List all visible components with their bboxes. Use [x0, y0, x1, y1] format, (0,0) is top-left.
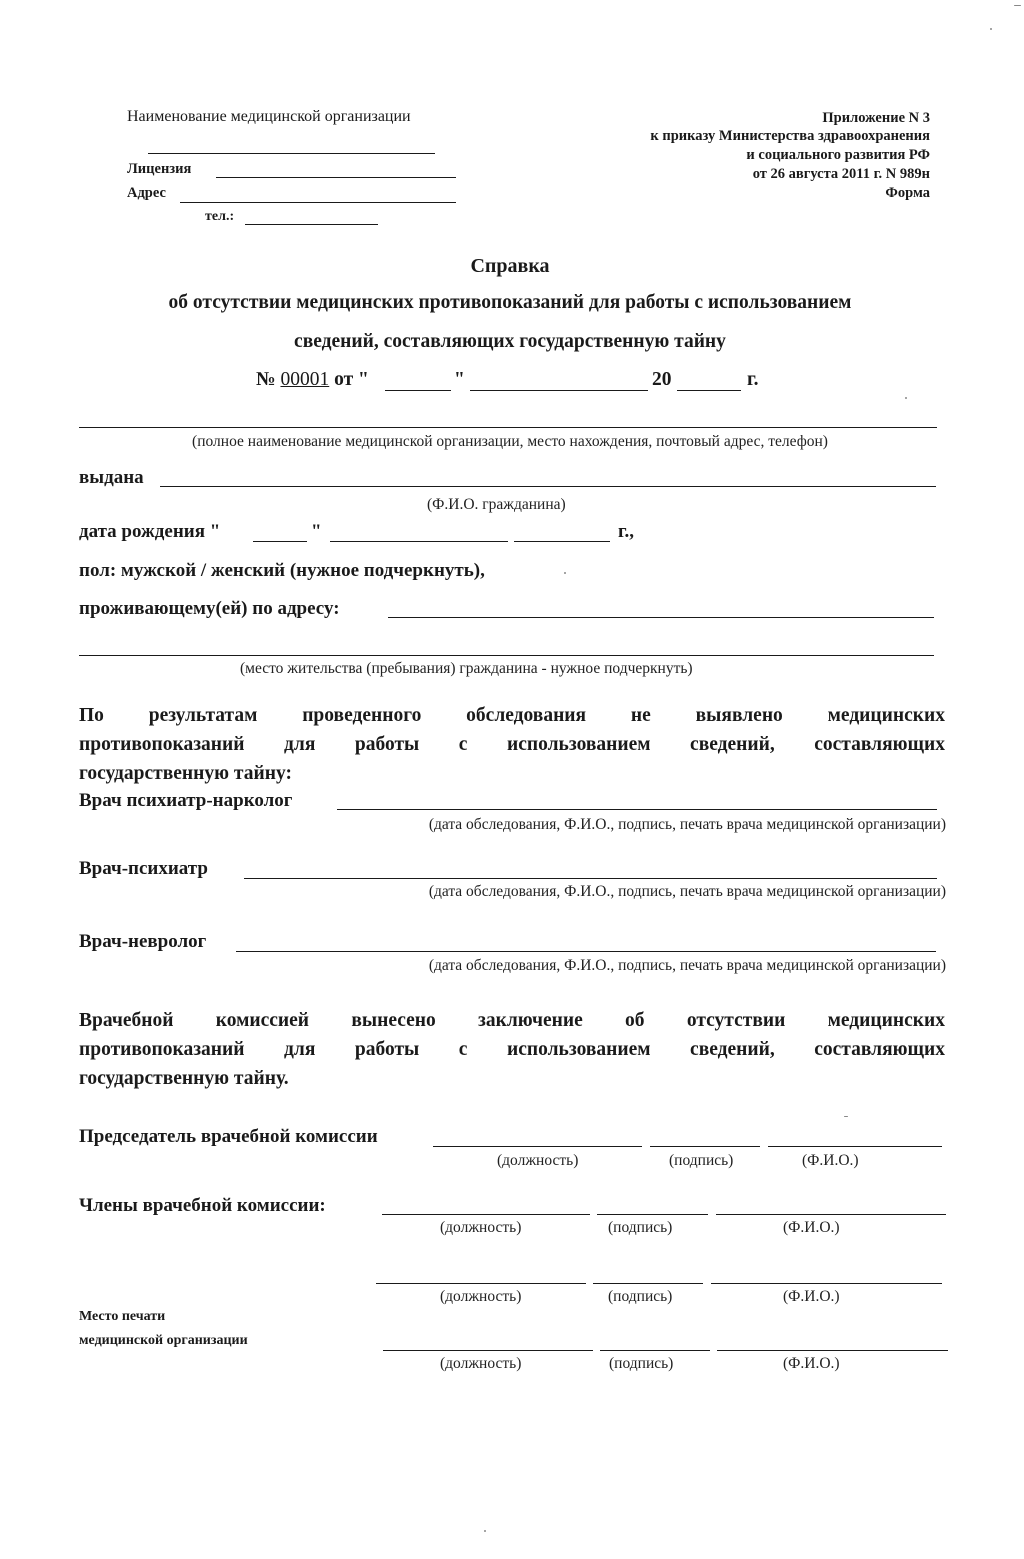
phone-line[interactable] [245, 224, 378, 225]
stamp-label-2: медицинской организации [79, 1333, 248, 1348]
member-1-position-line[interactable] [382, 1214, 590, 1215]
member-1-name-caption: (Ф.И.О.) [783, 1219, 840, 1236]
doctor-neurologist-caption: (дата обследования, Ф.И.О., подпись, печать врача медицинской организации) [428, 957, 946, 974]
member-3-name-line[interactable] [717, 1350, 948, 1351]
chairman-name-line[interactable] [768, 1146, 942, 1147]
year-prefix: 20 [652, 369, 672, 390]
member-2-signature-caption: (подпись) [608, 1288, 673, 1305]
chairman-name-caption: (Ф.И.О.) [802, 1152, 859, 1169]
birth-month-line[interactable] [330, 541, 508, 542]
member-3-signature-caption: (подпись) [609, 1355, 674, 1372]
member-2-name-line[interactable] [711, 1283, 942, 1284]
document-subtitle-2: сведений, составляющих государственную тайну [294, 331, 726, 352]
commission-line-3: государственную тайну. [79, 1068, 289, 1089]
year-line[interactable] [677, 390, 741, 391]
doctor-psychiatrist-caption: (дата обследования, Ф.И.О., подпись, печать врача медицинской организации) [428, 883, 946, 900]
address-line[interactable] [180, 202, 456, 203]
annex-line-3: и социального развития РФ [746, 147, 930, 163]
birth-label: дата рождения " [79, 521, 221, 542]
birth-year-line[interactable] [514, 541, 610, 542]
medical-org-caption: (полное наименование медицинской организации, место нахождения, почтовый адрес, телефон) [192, 433, 828, 450]
doctor-narcologist-label: Врач психиатр-нарколог [79, 790, 293, 811]
annex-line-5: Форма [885, 185, 930, 201]
org-name-line[interactable] [148, 153, 435, 154]
doctor-psychiatrist-label: Врач-психиатр [79, 858, 208, 879]
number-from: от " [334, 369, 369, 390]
member-2-signature-line[interactable] [593, 1283, 703, 1284]
number-line [256, 369, 369, 391]
chairman-position-line[interactable] [433, 1146, 642, 1147]
scan-speck [484, 1530, 486, 1532]
members-label: Члены врачебной комиссии: [79, 1195, 326, 1216]
gender-line: пол: мужской / женский (нужное подчеркнуть), [79, 560, 485, 581]
phone-label: тел.: [205, 209, 235, 224]
member-3-position-line[interactable] [383, 1350, 593, 1351]
year-suffix: г. [747, 369, 759, 390]
member-1-position-caption: (должность) [440, 1219, 522, 1236]
residence-label: проживающему(ей) по адресу: [79, 598, 340, 619]
annex-line-4: от 26 августа 2011 г. N 989н [752, 166, 930, 182]
license-label: Лицензия [127, 161, 192, 177]
member-1-signature-line[interactable] [597, 1214, 708, 1215]
member-3-position-caption: (должность) [440, 1355, 522, 1372]
residence-line-1[interactable] [388, 617, 934, 618]
doctor-narcologist-caption: (дата обследования, Ф.И.О., подпись, печать врача медицинской организации) [428, 816, 946, 833]
scan-speck [844, 1116, 848, 1117]
commission-paragraph [79, 1006, 945, 1093]
month-line[interactable] [470, 390, 648, 391]
birth-day-line[interactable] [253, 541, 307, 542]
org-name-label: Наименование медицинской организации [127, 108, 411, 125]
scan-speck [990, 28, 992, 30]
doctor-narcologist-line[interactable] [337, 809, 937, 810]
doctor-neurologist-label: Врач-невролог [79, 931, 207, 952]
issued-label: выдана [79, 467, 144, 488]
issued-caption: (Ф.И.О. гражданина) [427, 496, 566, 513]
commission-line-1: Врачебной комиссией вынесено заключение об отсутствии медицинских [79, 1010, 945, 1031]
residence-line-2[interactable] [79, 655, 934, 656]
day-line[interactable] [385, 390, 451, 391]
results-line-3: государственную тайну: [79, 763, 292, 784]
stamp-label-1: Место печати [79, 1309, 166, 1324]
residence-caption: (место жительства (пребывания) гражданина - нужное подчеркнуть) [240, 660, 693, 677]
member-1-signature-caption: (подпись) [608, 1219, 673, 1236]
birth-year-suffix: г., [618, 521, 634, 542]
member-1-name-line[interactable] [716, 1214, 946, 1215]
chairman-label: Председатель врачебной комиссии [79, 1126, 378, 1147]
medical-org-line[interactable] [79, 427, 937, 428]
chairman-signature-line[interactable] [650, 1146, 760, 1147]
chairman-position-caption: (должность) [497, 1152, 579, 1169]
document-title: Справка [470, 255, 550, 277]
member-3-signature-line[interactable] [600, 1350, 710, 1351]
member-2-position-caption: (должность) [440, 1288, 522, 1305]
member-3-name-caption: (Ф.И.О.) [783, 1355, 840, 1372]
results-paragraph [79, 701, 945, 788]
commission-line-2: противопоказаний для работы с использованием сведений, составляющих [79, 1039, 945, 1060]
scan-speck [905, 397, 907, 399]
member-2-name-caption: (Ф.И.О.) [783, 1288, 840, 1305]
scan-speck [564, 572, 566, 574]
issued-name-line[interactable] [160, 486, 936, 487]
certificate-number[interactable]: 00001 [280, 369, 330, 390]
license-line[interactable] [216, 177, 456, 178]
birth-quote-close: " [311, 521, 322, 542]
doctor-psychiatrist-line[interactable] [244, 878, 937, 879]
annex-line-2: к приказу Министерства здравоохранения [650, 128, 930, 144]
address-label: Адрес [127, 185, 166, 201]
number-sign: № [256, 369, 276, 390]
chairman-signature-caption: (подпись) [669, 1152, 734, 1169]
scan-speck [1014, 5, 1021, 6]
results-line-2: противопоказаний для работы с использованием сведений, составляющих [79, 734, 945, 755]
number-quote-close: " [454, 369, 465, 390]
doctor-neurologist-line[interactable] [236, 951, 936, 952]
document-subtitle-1: об отсутствии медицинских противопоказаний для работы с использованием [168, 292, 852, 313]
annex-line-1: Приложение N 3 [822, 110, 930, 126]
member-2-position-line[interactable] [376, 1283, 586, 1284]
results-line-1: По результатам проведенного обследования не выявлено медицинских [79, 705, 945, 726]
